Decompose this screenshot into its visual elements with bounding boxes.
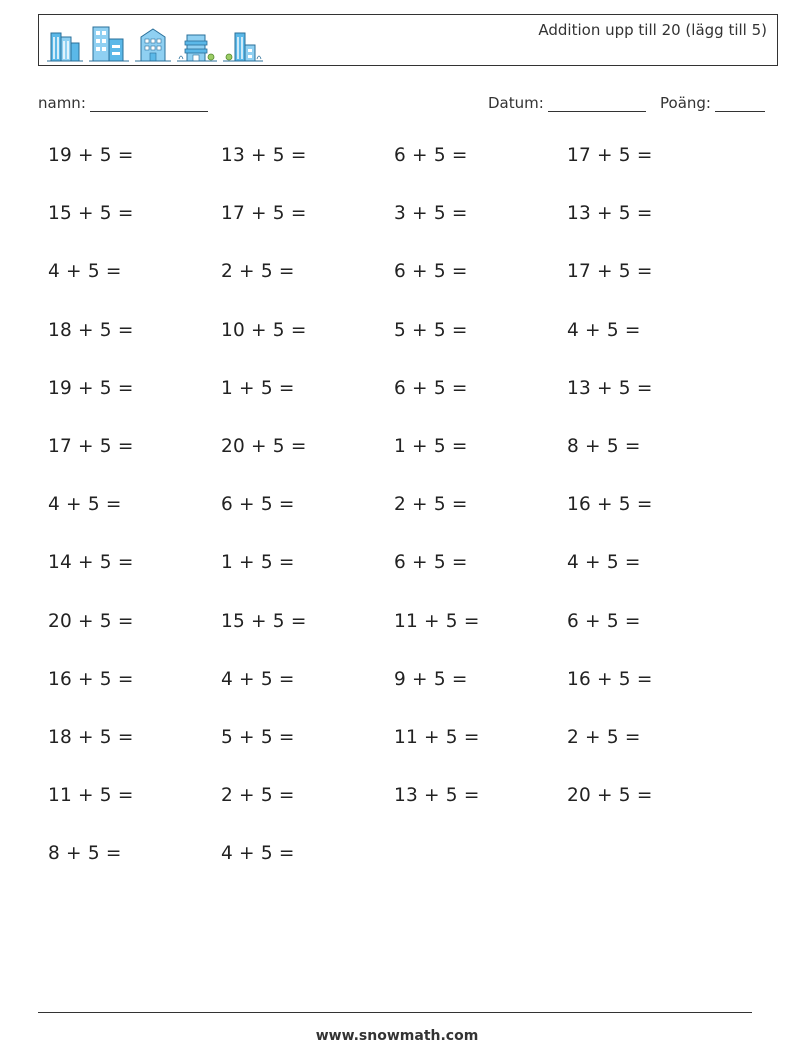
problem-item: 4 + 5 = <box>567 319 641 341</box>
worksheet-header <box>38 14 778 66</box>
problem-item: 4 + 5 = <box>221 843 295 865</box>
problem-item: 18 + 5 = <box>48 319 134 341</box>
problem-item: 2 + 5 = <box>567 727 641 748</box>
name-label: namn: <box>38 94 86 112</box>
problem-item: 16 + 5 = <box>567 494 653 516</box>
store-building-icon <box>177 31 217 63</box>
problem-item: 15 + 5 = <box>48 203 134 225</box>
problem-item: 11 + 5 = <box>394 727 480 748</box>
problem-item: 6 + 5 = <box>394 552 468 574</box>
problem-item: 4 + 5 = <box>48 261 122 283</box>
problem-item: 8 + 5 = <box>567 436 641 457</box>
problem-item: 20 + 5 = <box>567 785 653 807</box>
problem-item: 16 + 5 = <box>567 668 653 690</box>
tower-building-icon <box>223 29 263 63</box>
problem-item: 5 + 5 = <box>394 319 468 341</box>
score-field <box>660 94 765 112</box>
problem-item: 2 + 5 = <box>221 261 295 283</box>
problem-item: 19 + 5 = <box>48 145 134 166</box>
problem-item: 3 + 5 = <box>394 203 468 225</box>
problem-item: 17 + 5 = <box>221 203 307 225</box>
problem-item: 6 + 5 = <box>394 145 468 166</box>
problem-item: 6 + 5 = <box>221 494 295 516</box>
problem-item: 17 + 5 = <box>567 145 653 166</box>
problem-item: 1 + 5 = <box>394 436 468 457</box>
problem-item: 2 + 5 = <box>221 785 295 807</box>
problem-item: 17 + 5 = <box>567 261 653 283</box>
office-building-icon <box>47 29 83 63</box>
problem-item: 20 + 5 = <box>48 610 134 632</box>
score-blank[interactable] <box>715 95 765 112</box>
problem-item: 11 + 5 = <box>394 610 480 632</box>
problem-item: 19 + 5 = <box>48 377 134 399</box>
problem-item: 16 + 5 = <box>48 668 134 690</box>
problem-item: 1 + 5 = <box>221 377 295 399</box>
problem-item: 6 + 5 = <box>394 261 468 283</box>
name-blank[interactable] <box>90 95 208 112</box>
problem-item: 15 + 5 = <box>221 610 307 632</box>
problem-item: 9 + 5 = <box>394 668 468 690</box>
problem-item: 6 + 5 = <box>394 377 468 399</box>
problem-item: 8 + 5 = <box>48 843 122 865</box>
problem-item: 2 + 5 = <box>394 494 468 516</box>
problem-item: 6 + 5 = <box>567 610 641 632</box>
score-label: Poäng: <box>660 94 711 112</box>
problem-item: 20 + 5 = <box>221 436 307 457</box>
problem-item: 18 + 5 = <box>48 727 134 748</box>
problem-item: 4 + 5 = <box>221 668 295 690</box>
house-building-icon <box>135 27 171 63</box>
date-blank[interactable] <box>548 95 646 112</box>
header-icons <box>47 23 263 63</box>
apartment-building-icon <box>89 23 129 63</box>
problem-item: 13 + 5 = <box>567 203 653 225</box>
footer-divider <box>38 1012 752 1013</box>
date-field <box>488 94 646 112</box>
problem-item: 11 + 5 = <box>48 785 134 807</box>
problem-item: 1 + 5 = <box>221 552 295 574</box>
problem-item: 4 + 5 = <box>48 494 122 516</box>
worksheet-title: Addition upp till 20 (lägg till 5) <box>538 21 767 39</box>
problem-item: 13 + 5 = <box>394 785 480 807</box>
problem-item: 17 + 5 = <box>48 436 134 457</box>
date-label: Datum: <box>488 94 544 112</box>
name-field <box>38 94 208 112</box>
problem-item: 14 + 5 = <box>48 552 134 574</box>
problem-item: 13 + 5 = <box>221 145 307 166</box>
problem-item: 4 + 5 = <box>567 552 641 574</box>
problem-item: 10 + 5 = <box>221 319 307 341</box>
footer-url: www.snowmath.com <box>315 1028 479 1044</box>
problem-item: 13 + 5 = <box>567 377 653 399</box>
problem-item: 5 + 5 = <box>221 727 295 748</box>
